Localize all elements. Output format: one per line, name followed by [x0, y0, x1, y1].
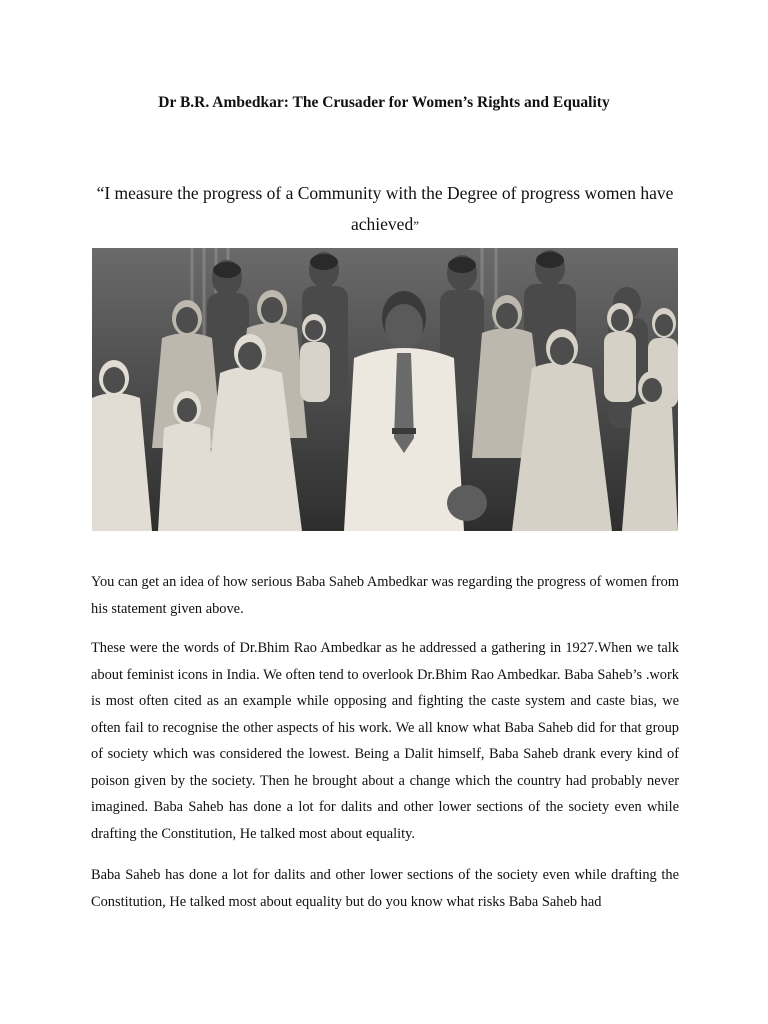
group-photo [92, 248, 678, 531]
quote-close-mark: ” [413, 218, 419, 233]
group-photo-illustration [92, 248, 678, 531]
paragraph-3: Baba Saheb has done a lot for dalits and other lower sections of the society even while drafting the Constitution, He talked most about equality but do you know what risks Baba Saheb had [91, 867, 679, 910]
paragraph-2: These were the words of Dr.Bhim Rao Ambedkar as he addressed a gathering in 1927.When we talk about feminist icons in India. We often tend to overlook Dr.Bhim Rao Ambedkar. Baba Saheb’s .work is most often cited as an example while opposing and fighting the caste system and caste bias, we often fail to recognise the other aspects of his work. We all know what Baba Saheb did for that group of society which was considered the lowest. Being a Dalit himself, Baba Saheb drank every kind of poison given by the society. Then he brought about a change which the country had probably never imagined. Baba Saheb has done a lot for dalits and other lower sections of the society even while drafting the Constitution, He talked most about equality. [91, 640, 679, 842]
quote-text: “I measure the progress of a Community with the Degree of progress women have achieved [96, 183, 674, 234]
quote [90, 178, 680, 241]
page-title: Dr B.R. Ambedkar: The Crusader for Women’s Rights and Equality [158, 94, 610, 111]
paragraph-1: You can get an idea of how serious Baba Saheb Ambedkar was regarding the progress of women from his statement given above. [91, 574, 680, 617]
